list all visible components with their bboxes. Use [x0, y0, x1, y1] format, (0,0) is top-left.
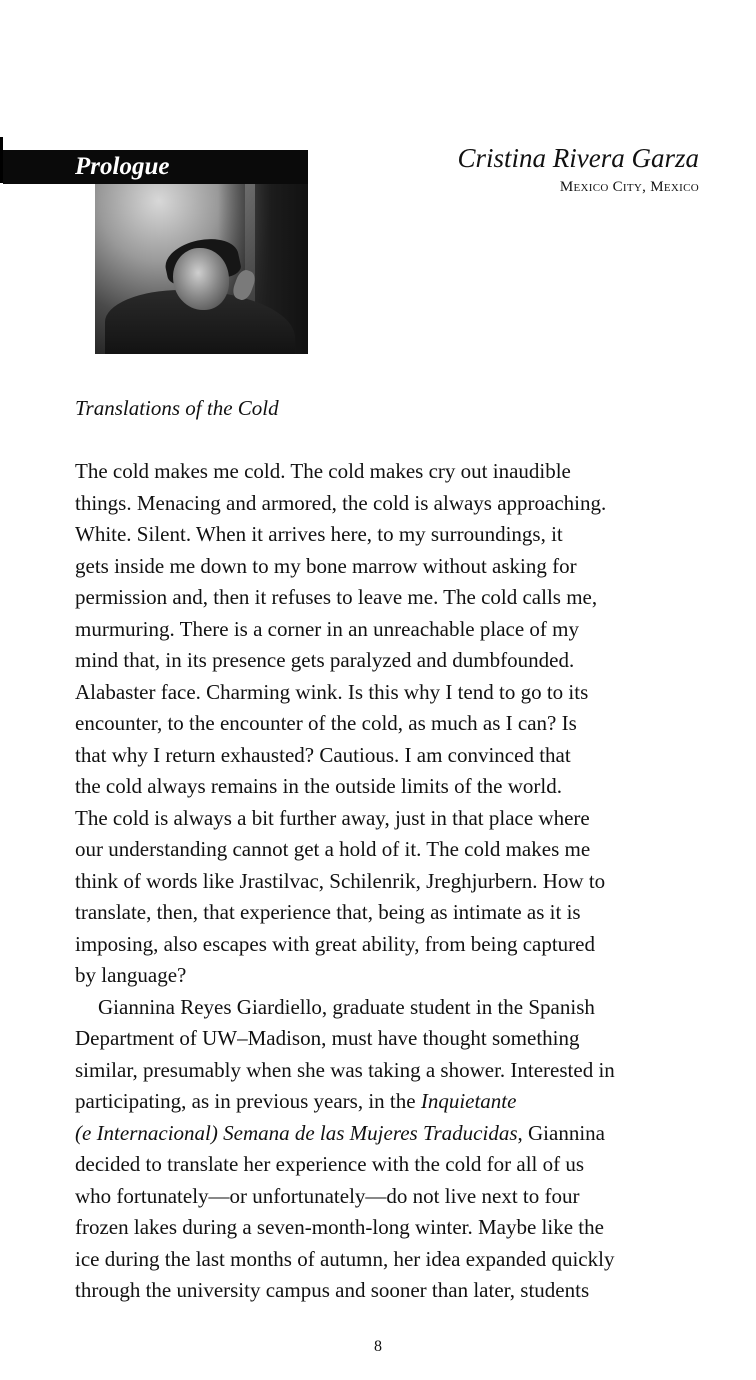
- text-line: by language?: [75, 963, 187, 987]
- essay-title: Translations of the Cold: [75, 396, 279, 420]
- text-line: decided to translate her experience with the cold for all of us: [75, 1152, 585, 1176]
- italic-event-title: Inquietante: [420, 1089, 517, 1113]
- text-line: permission and, then it refuses to leave me. The cold calls me,: [75, 585, 598, 609]
- text-line: that why I return exhausted? Cautious. I am convinced that: [75, 742, 571, 767]
- text-line: through the university campus and sooner than later, students: [75, 1278, 590, 1302]
- text-line: murmuring. There is a corner in an unreachable place of my: [75, 616, 579, 641]
- text-line: The cold makes me cold. The cold makes cry out inaudible: [75, 459, 571, 483]
- text-line: things. Menacing and armored, the cold is always approaching.: [75, 490, 607, 515]
- text-line: imposing, also escapes with great ability, from being captured: [75, 931, 595, 956]
- text-line: ice during the last months of autumn, her idea expanded quickly: [75, 1246, 615, 1271]
- section-label: Prologue: [75, 153, 170, 180]
- text-line: participating, as in previous years, in the Inquietante: [75, 1089, 517, 1113]
- text-line: translate, then, that experience that, being as intimate as it is: [75, 900, 581, 924]
- page-number: 8: [374, 1338, 382, 1355]
- text-line: the cold always remains in the outside limits of the world.: [75, 774, 562, 798]
- text-line: our understanding cannot get a hold of it. The cold makes me: [75, 837, 591, 861]
- text-line: Department of UW–Madison, must have thought something: [75, 1026, 580, 1050]
- text-line: gets inside me down to my bone marrow without asking for: [75, 553, 577, 578]
- text-line: who fortunately—or unfortunately—do not live next to four: [75, 1183, 580, 1208]
- text-line: mind that, in its presence gets paralyzed and dumbfounded.: [75, 648, 575, 672]
- text-line: similar, presumably when she was taking a shower. Interested in: [75, 1057, 615, 1082]
- author-location: Mexico City, Mexico: [559, 179, 699, 195]
- text-line: White. Silent. When it arrives here, to my surroundings, it: [75, 522, 563, 546]
- text-line: (e Internacional) Semana de las Mujeres Traducidas, Giannina: [75, 1120, 605, 1145]
- italic-event-title: (e Internacional) Semana de las Mujeres Traducidas: [75, 1120, 518, 1145]
- text-line: think of words like Jrastilvac, Schilenrik, Jreghjurbern. How to: [75, 868, 606, 893]
- text-line: Alabaster face. Charming wink. Is this why I tend to go to its: [75, 679, 589, 704]
- text-line: Giannina Reyes Giardiello, graduate student in the Spanish: [98, 994, 595, 1019]
- text-line: frozen lakes during a seven-month-long winter. Maybe like the: [75, 1215, 604, 1239]
- essay-body: [75, 456, 715, 1307]
- author-name: Cristina Rivera Garza: [457, 143, 699, 173]
- text-line: encounter, to the encounter of the cold, as much as I can? Is: [75, 711, 577, 735]
- text-line: The cold is always a bit further away, just in that place where: [75, 805, 590, 830]
